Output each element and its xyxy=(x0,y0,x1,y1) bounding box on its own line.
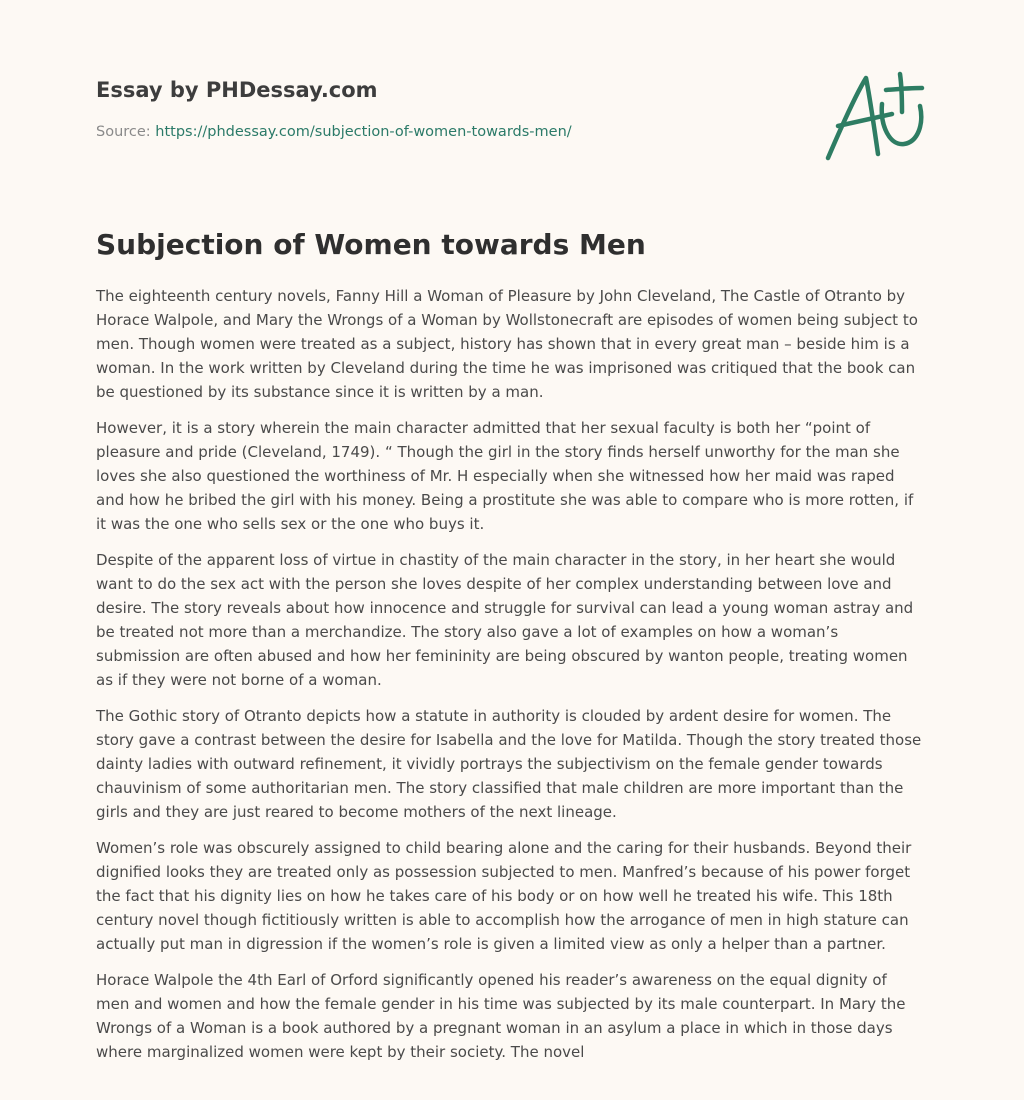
essay-paragraph: The Gothic story of Otranto depicts how a statute in authority is clouded by ardent desire for women. The story gave a contrast between the desire for Isabella and the love for Matilda. Though the story treated those dainty ladies with outward refinement, it vividly portrays the subjectivism on the female gender towards chauvinism of some authoritarian men. The story classified that male children are more important than the girls and they are just reared to become mothers of the next lineage. xyxy=(96,707,922,821)
essay-paragraph: Despite of the apparent loss of virtue in chastity of the main character in the story, in her heart she would want to do the sex act with the person she loves despite of her complex understanding between love and desire. The story reveals about how innocence and struggle for survival can lead a young woman astray and be treated not more than a merchandize. The story also gave a lot of examples on how a woman’s submission are often abused and how her femininity are being obscured by wanton people, treating women as if they were not borne of a woman. xyxy=(96,551,914,689)
essay-body xyxy=(96,284,924,1076)
a-plus-logo-icon xyxy=(822,68,928,164)
site-header xyxy=(96,76,796,142)
essay-paragraph: However, it is a story wherein the main character admitted that her sexual faculty is both her “point of pleasure and pride (Cleveland, 1749). “ Though the girl in the story finds herself unworthy for the man she loves she also questioned the worthiness of Mr. H especially when she witnessed how her maid was raped and how he bribed the girl with his money. Being a prostitute she was able to compare who is more rotten, if it was the one who sells sex or the one who buys it. xyxy=(96,419,914,533)
source-label: Source: xyxy=(96,124,156,140)
site-title: Essay by PHDessay.com xyxy=(96,78,378,102)
essay-paragraph: Women’s role was obscurely assigned to child bearing alone and the caring for their husbands. Beyond their dignified looks they are treated only as possession subjected to men. Manfred’s because of his power forget the fact that his dignity lies on how he takes care of his body or on how well he treated his wife. This 18th century novel though fictitiously written is able to accomplish how the arrogance of men in high stature can actually put man in digression if the women’s role is given a limited view as only a helper than a partner. xyxy=(96,839,912,953)
essay-title: Subjection of Women towards Men xyxy=(96,228,646,261)
source-link[interactable]: https://phdessay.com/subjection-of-women-towards-men/ xyxy=(155,124,572,140)
essay-paragraph: Horace Walpole the 4th Earl of Orford significantly opened his reader’s awareness on the equal dignity of men and women and how the female gender in his time was subjected by its male counterpart. In Mary the Wrongs of a Woman is a book authored by a pregnant woman in an asylum a place in which in those days where marginalized women were kept by their society. The novel xyxy=(96,971,906,1061)
essay-paragraph: The eighteenth century novels, Fanny Hill a Woman of Pleasure by John Cleveland, The Castle of Otranto by Horace Walpole, and Mary the Wrongs of a Woman by Wollstonecraft are episodes of women being subject to men. Though women were treated as a subject, history has shown that in every great man – beside him is a woman. In the work written by Cleveland during the time he was imprisoned was critiqued that the book can be questioned by its substance since it is written by a man. xyxy=(96,287,918,401)
source-line xyxy=(96,122,796,142)
